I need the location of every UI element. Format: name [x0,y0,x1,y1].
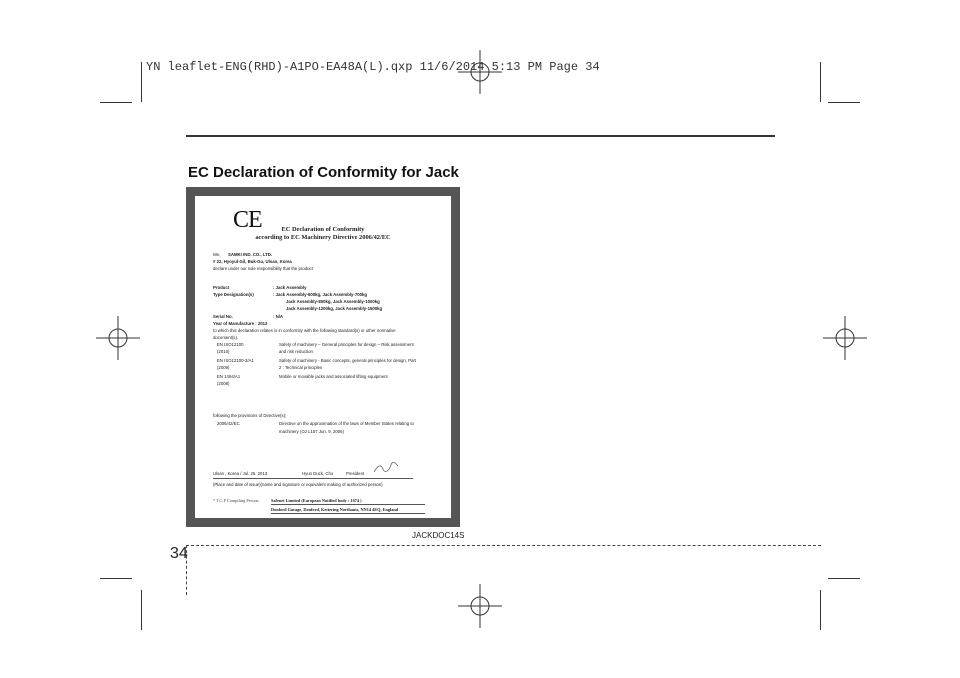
product-value: : Jack Assembly [273,285,307,290]
type-value: Jack Assembly-1200kg, Jack Assembly-1500kg [286,306,383,311]
type-value: Jack Assembly-800kg, Jack Assembly-1000kg [286,299,380,304]
standard-code: EN ISO12100 [217,342,244,347]
company-name: SAMKI IND. CO., LTD. [228,252,273,257]
standard-code: EN ISO12100-2/A1 [217,358,254,363]
tcf-rule [271,504,425,505]
registration-mark-right [823,316,867,360]
document-code: JACKDOC14S [412,531,465,540]
tcf-label: * T.C.F Compiling Person: [213,498,260,503]
tcf-address: Donford Garage, Donford, Kettering Northants, NN14 4EQ, England [271,507,399,512]
tcf-rule [271,513,425,514]
conformity-text: document(s). [213,335,239,340]
registration-mark-bottom [458,584,502,628]
standard-description: Safety of machinery - Basic concepts, general principles for design, Part [279,358,417,363]
product-label: Product [213,285,230,290]
company-address: # 22, Hyoyul-Gil, Buk-Gu, Ulsan, Korea [213,259,292,264]
print-slug: YN leaflet-ENG(RHD)-A1PO-EA48A(L).qxp 11/6/2014 5:13 PM Page 34 [146,60,600,74]
following-text: following the provisions of Directive(s); [213,413,287,418]
signature-caption: (Place and date of issue)(name and signature or equivalent making of authorized person) [213,482,383,487]
section-title: EC Declaration of Conformity for Jack [188,164,459,181]
registration-mark-top [458,50,502,94]
signature-line [213,478,413,479]
standard-year: (2008) [217,381,230,386]
we-label: We, [213,252,221,257]
standard-description: Safety of machinery – General principles for design – Risk assessment [279,342,414,347]
declaration-sheet [195,196,451,518]
serial-value: : N/A [273,314,284,319]
page-number: 34 [170,545,188,562]
directive-description: Directive on the approximation of the laws of Member States relating to [279,421,414,426]
sign-place-date: Ulsan , Korea / Jul. 25. 2013 [213,471,268,476]
standard-year: (2010) [217,349,230,354]
type-value: : Jack Assembly-600kg, Jack Assembly-700kg [273,292,368,297]
sign-name: Hyun Duck, Cho [302,471,334,476]
serial-label: Serial No. [213,314,233,319]
footer-rule [186,545,821,546]
declaration-document [186,187,460,527]
ce-mark: CE [233,207,262,233]
standard-description: and risk reduction [279,349,313,354]
declaration-subheading: according to EC Machinery Directive 2006/42/EC [255,234,391,241]
signature-image [373,462,399,474]
type-label: Type Designation(s) [213,292,254,297]
directive-code: 2006/42/EC [217,421,240,426]
directive-description: machinery (OJ L157 Jun. 9, 2006) [279,429,344,434]
standard-description: Mobile or movable jacks and associated lifting equipment [279,374,388,379]
declaration-heading: EC Declaration of Conformity [281,226,365,233]
year-of-manufacture: Year of Manufacture : 2013 [213,321,268,326]
standard-year: (2009) [217,365,230,370]
standard-code: EN 1494/A1 [217,374,241,379]
conformity-text: to which this declaration relates is in conformity with the following standard(s) or other normative [213,328,396,333]
sign-title: President [346,471,365,476]
tcf-organisation: Safenet Limited (European Notified body : 1674 ) [271,498,362,503]
registration-mark-left [96,316,140,360]
declare-text: declare under our sole responsibility that the product [213,266,313,271]
standard-description: 2 : Technical principles [279,365,323,370]
header-rule [186,135,775,137]
